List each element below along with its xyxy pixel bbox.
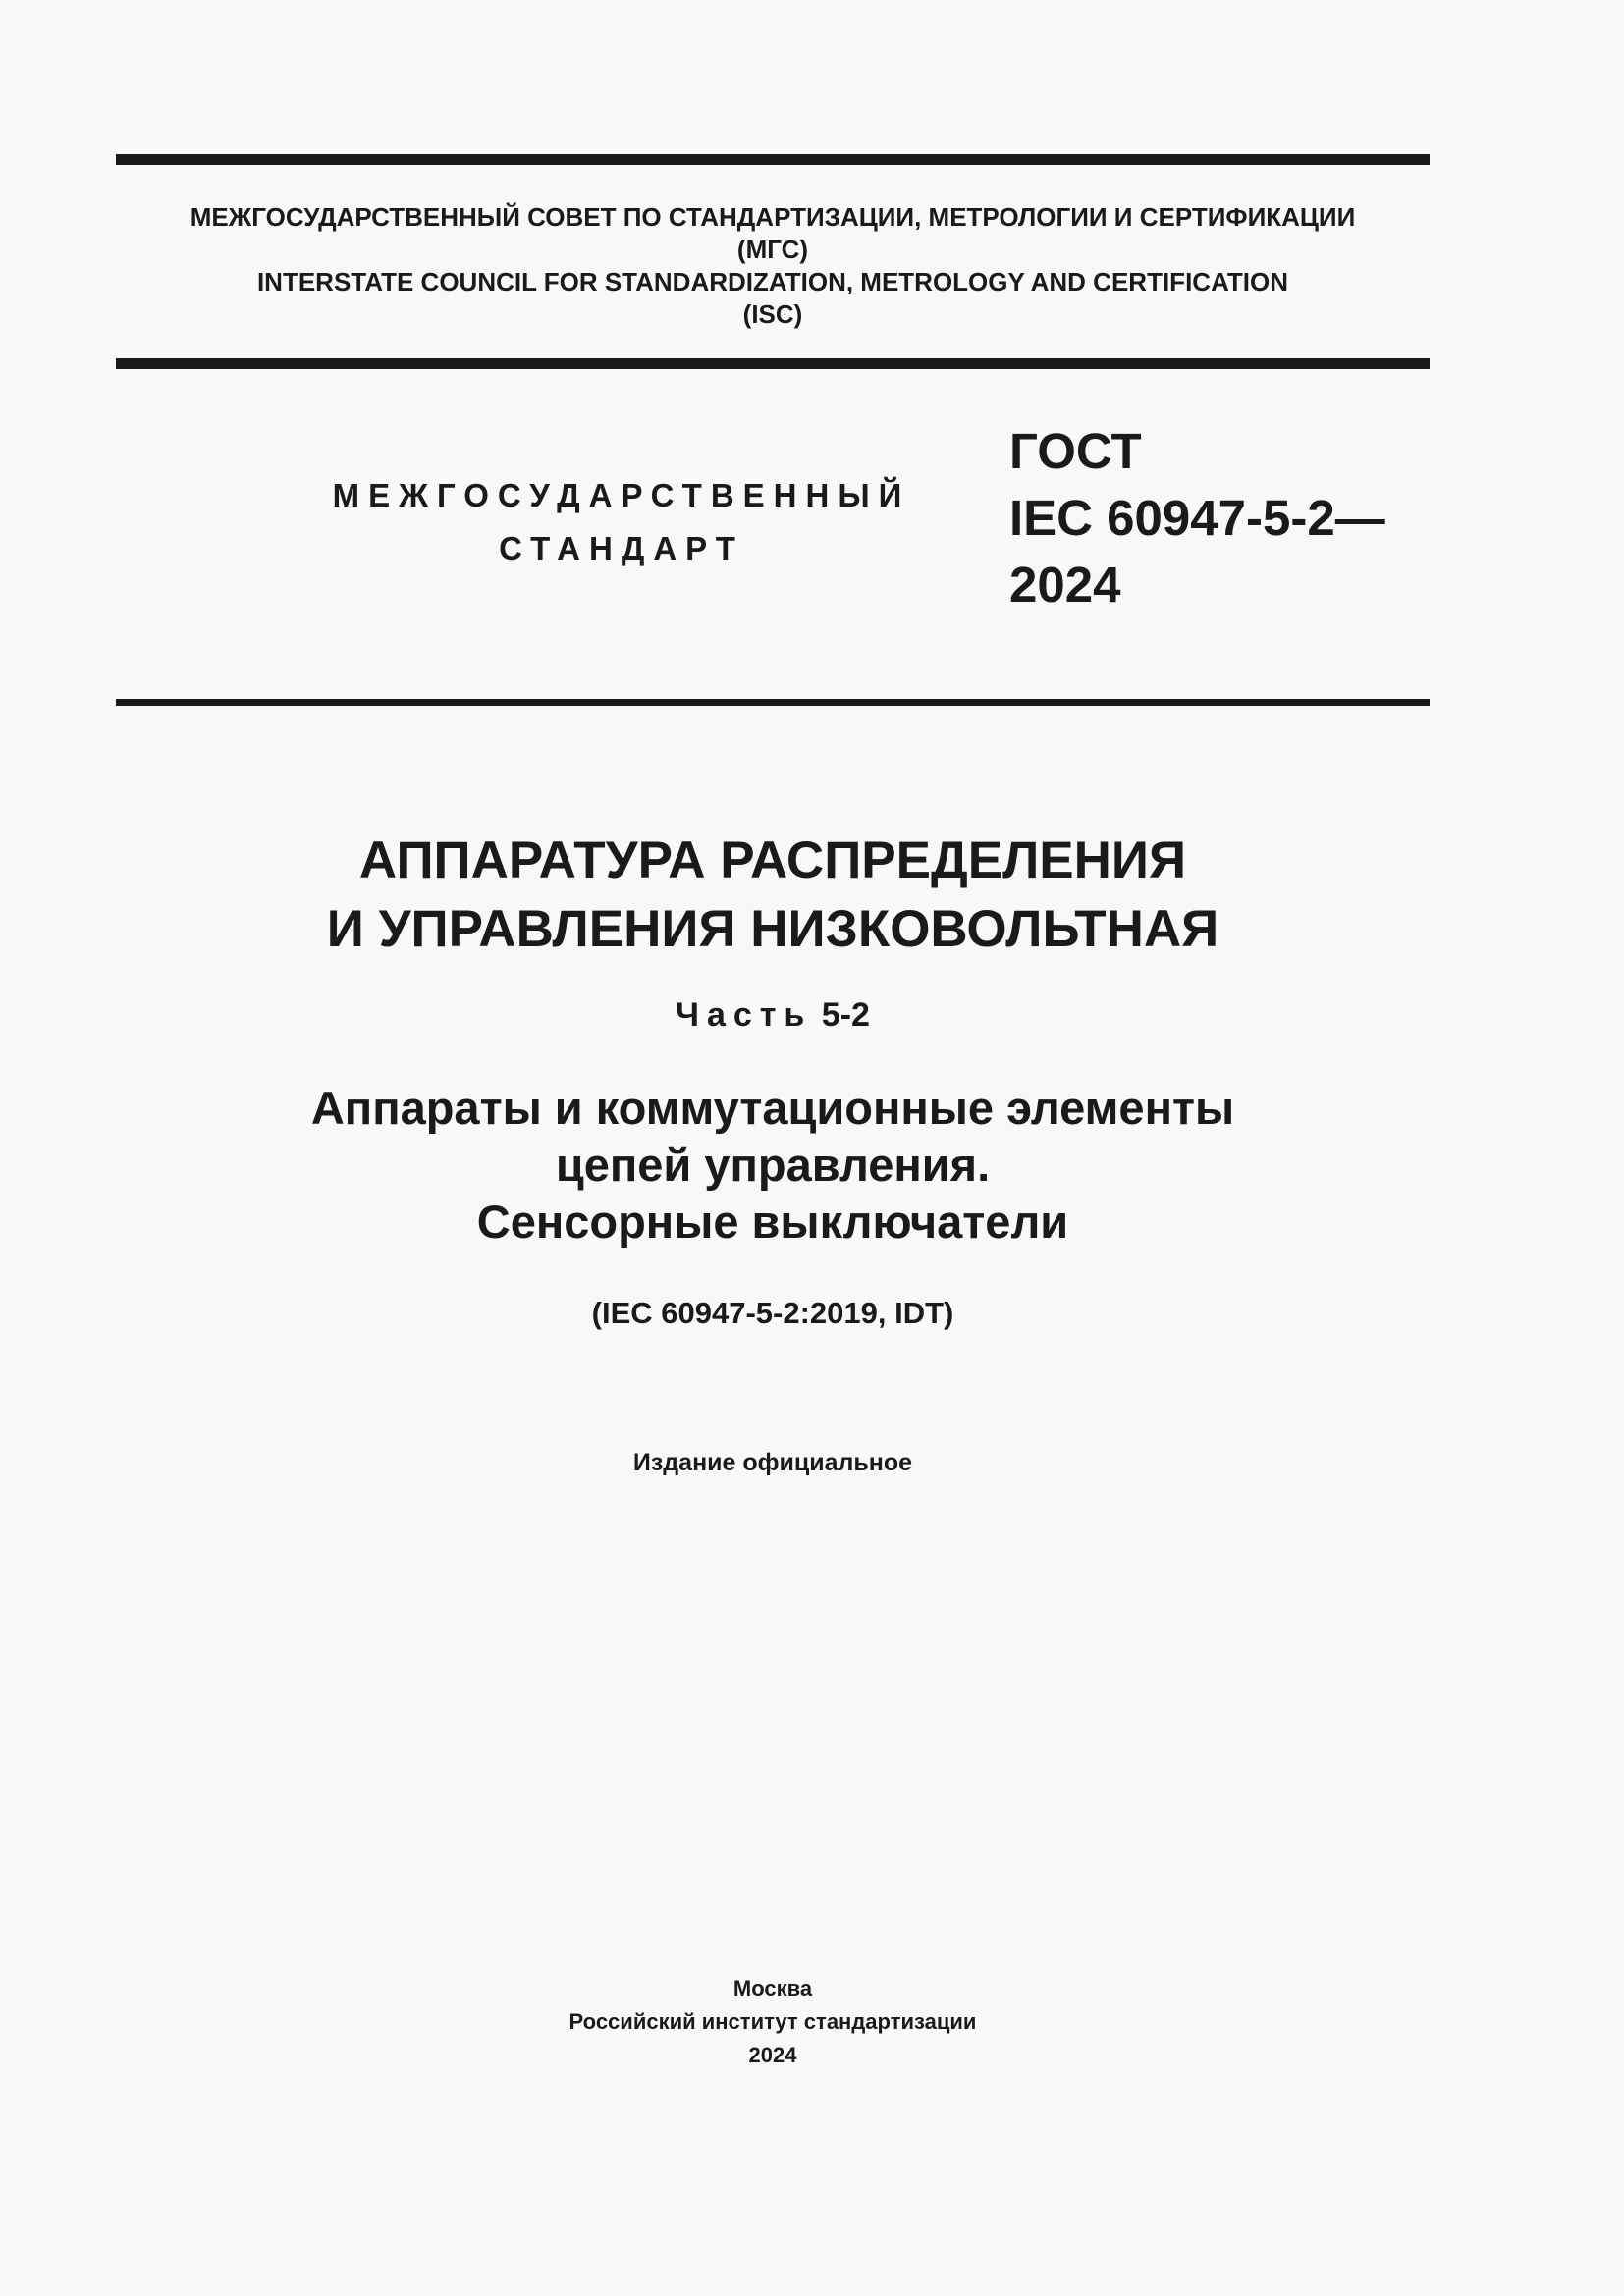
council-divider	[116, 358, 1430, 369]
subtitle-line3: Сенсорные выключатели	[476, 1196, 1069, 1248]
council-name-ru: МЕЖГОСУДАРСТВЕННЫЙ СОВЕТ ПО СТАНДАРТИЗАЦИИ, МЕТРОЛОГИИ И СЕРТИФИКАЦИИ	[189, 202, 1356, 232]
council-block	[116, 201, 1430, 331]
standard-type-line1: МЕЖГОСУДАРСТВЕННЫЙ	[332, 477, 911, 513]
designation-line1: ГОСТ	[1009, 423, 1142, 479]
imprint-block	[116, 1972, 1430, 2072]
council-name-en: INTERSTATE COUNCIL FOR STANDARDIZATION, METROLOGY AND CERTIFICATION	[256, 267, 1289, 296]
council-abbr-en: (ISC)	[742, 299, 803, 329]
imprint-city: Москва	[732, 1976, 813, 2001]
imprint-year: 2024	[748, 2043, 797, 2067]
title-line2: И УПРАВЛЕНИЯ НИЗКОВОЛЬТНАЯ	[326, 900, 1219, 958]
designation-line2: IEC 60947-5-2—	[1009, 490, 1385, 546]
designation-block	[1009, 418, 1385, 618]
standard-type-block	[116, 469, 1127, 575]
designation-line3: 2024	[1009, 557, 1121, 613]
council-abbr-ru: (МГС)	[736, 235, 809, 264]
subtitle-line2: цепей управления.	[555, 1139, 991, 1191]
equivalence-note: (IEC 60947-5-2:2019, IDT)	[591, 1296, 954, 1330]
document-title	[116, 827, 1430, 964]
part-number: 5-2	[821, 996, 870, 1034]
edition-label: Издание официальное	[632, 1449, 913, 1476]
header-divider	[116, 699, 1430, 706]
document-subtitle	[116, 1080, 1430, 1251]
imprint-publisher: Российский институт стандартизации	[568, 2009, 977, 2034]
top-rule	[116, 154, 1430, 165]
part-heading	[116, 993, 1430, 1037]
standard-type-line2: СТАНДАРТ	[499, 530, 744, 566]
part-word: Часть	[676, 996, 813, 1034]
title-line1: АППАРАТУРА РАСПРЕДЕЛЕНИЯ	[358, 831, 1187, 889]
subtitle-line1: Аппараты и коммутационные элементы	[310, 1082, 1235, 1134]
